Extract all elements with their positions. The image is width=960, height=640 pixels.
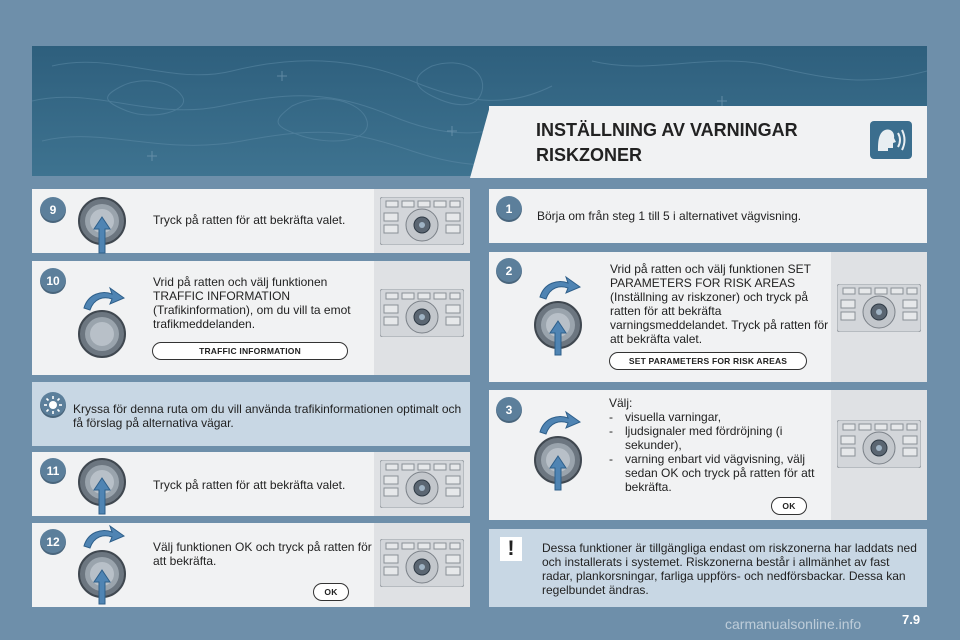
page-title: INSTÄLLNING AV VARNINGAR RISKZONER <box>536 120 798 165</box>
step-1-badge: 1 <box>496 196 522 222</box>
tip-text: Kryssa för denna ruta om du vill använda trafikinformationen optimalt och få förslag på alternativa vägar. <box>73 402 462 430</box>
warning-text: Dessa funktioner är tillgängliga endast om riskzonerna har laddats ned och installerats i systemet. Riskzonerna består i allmänhet av fast radar, plankorsningar, farliga uppförs- och nedförsbackar. Dessa kan regelbundet ändras. <box>542 541 917 597</box>
list-item: - varning enbart vid vägvisning, välj sedan OK och tryck på ratten för att bekräfta. <box>609 452 815 494</box>
step-3-intro: Välj: <box>609 396 633 410</box>
step-3-badge: 3 <box>496 397 522 423</box>
rotate-arrow-icon <box>74 284 130 360</box>
step-10-badge: 10 <box>40 268 66 294</box>
rotate-press-arrow-icon <box>530 410 586 492</box>
page-number: 7.9 <box>902 612 921 627</box>
control-panel-icon <box>374 261 470 375</box>
ok-button[interactable]: OK <box>313 583 349 601</box>
step-11-badge: 11 <box>40 458 66 484</box>
watermark: carmanualsonline.info <box>725 616 862 632</box>
traffic-information-button[interactable]: TRAFFIC INFORMATION <box>152 342 348 360</box>
step-11-text: Tryck på ratten för att bekräfta valet. <box>153 478 346 492</box>
press-arrow-icon <box>74 195 130 257</box>
press-arrow-icon <box>74 456 130 518</box>
step-12-text: Välj funktionen OK och tryck på ratten för att bekräfta. <box>153 540 372 568</box>
rotate-press-arrow-icon <box>530 275 586 357</box>
title-box-corner <box>470 106 490 178</box>
ok-button[interactable]: OK <box>771 497 807 515</box>
step-1-text: Börja om från steg 1 till 5 i alternativet vägvisning. <box>537 209 802 223</box>
voice-icon <box>870 121 912 159</box>
step-2-badge: 2 <box>496 258 522 284</box>
control-panel-icon <box>374 189 470 253</box>
step-2-text: Vrid på ratten och välj funktionen SET PARAMETERS FOR RISK AREAS (Inställning av riskzoner) och tryck på ratten för att bekräfta varningsmeddelandet. Tryck på ratten för att bekräfta valet. <box>610 262 829 346</box>
step-12-badge: 12 <box>40 529 66 555</box>
control-panel-icon <box>831 252 927 382</box>
sun-icon <box>40 392 66 418</box>
control-panel-icon <box>374 523 470 607</box>
step-9-badge: 9 <box>40 197 66 223</box>
step-3-options-list <box>609 396 831 494</box>
control-panel-icon <box>374 452 470 516</box>
step-9-text: Tryck på ratten för att bekräfta valet. <box>153 213 346 227</box>
rotate-press-arrow-icon <box>74 524 130 606</box>
list-item: - ljudsignaler med fördröjning (i sekunder), <box>609 424 783 452</box>
list-item: - visuella varningar, <box>609 410 722 424</box>
set-parameters-risk-areas-button[interactable]: SET PARAMETERS FOR RISK AREAS <box>609 352 807 370</box>
step-10-text: Vrid på ratten och välj funktionen TRAFFIC INFORMATION (Trafikinformation), om du vill ta emot trafikmeddelanden. <box>153 275 351 331</box>
control-panel-icon <box>831 390 927 520</box>
warning-icon: ! <box>500 537 522 561</box>
